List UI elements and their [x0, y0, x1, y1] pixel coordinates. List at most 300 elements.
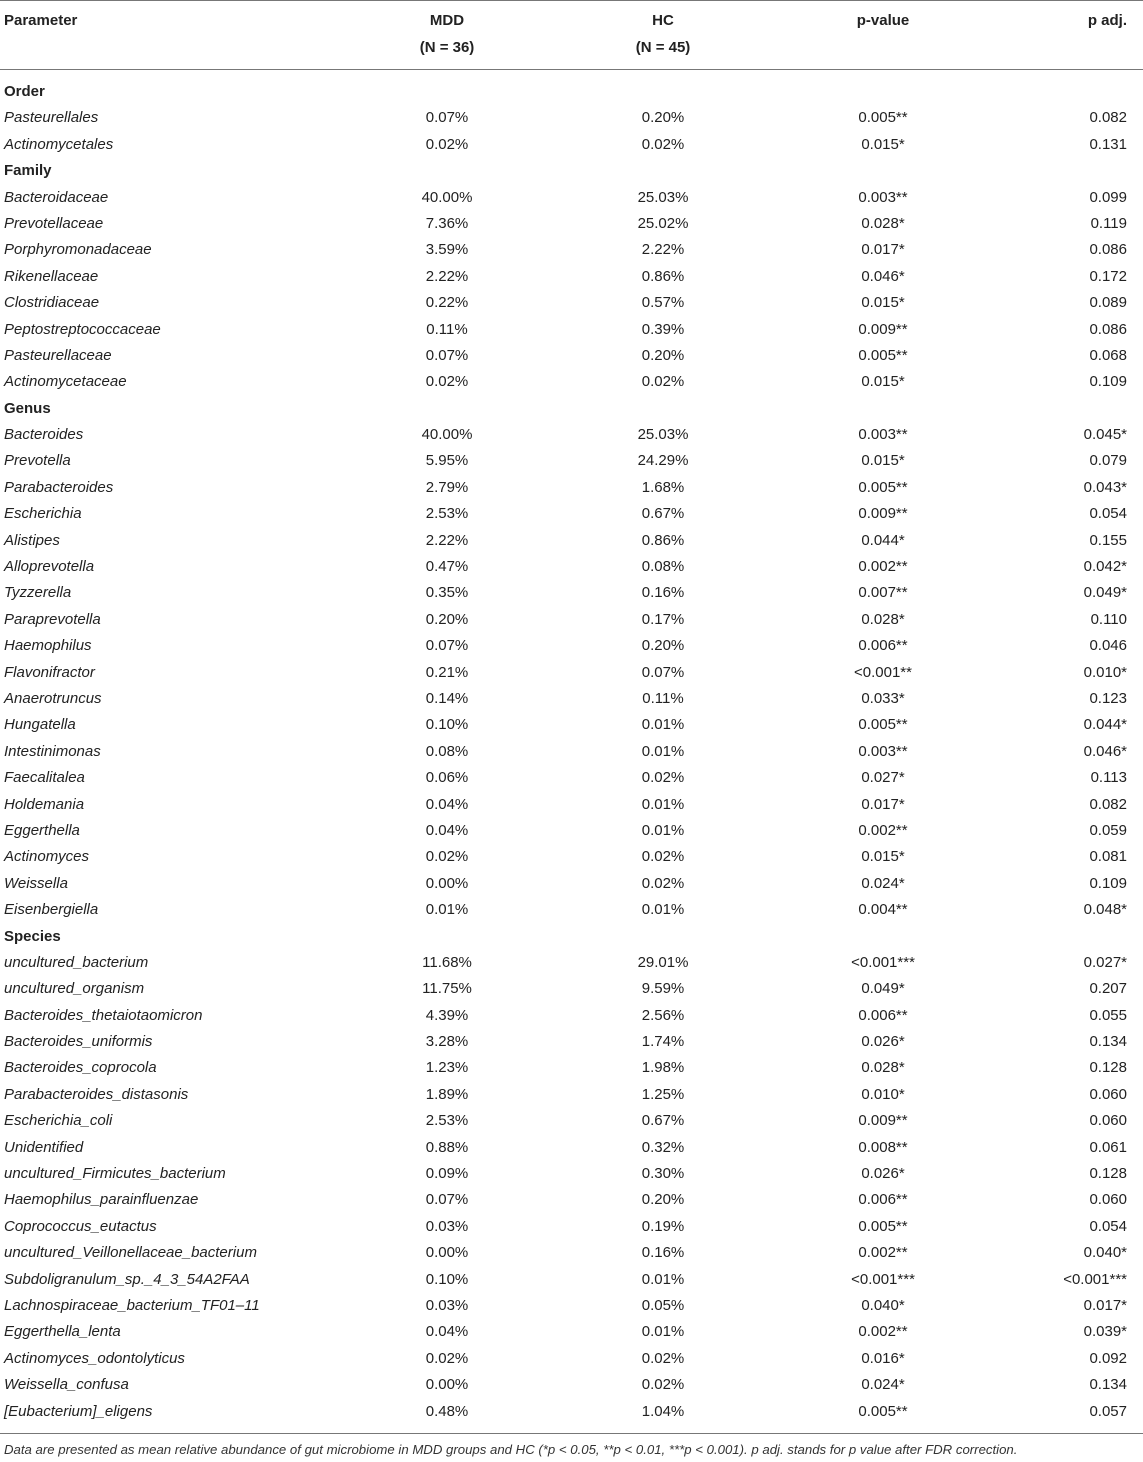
row-parameter: Bacteroides [4, 426, 84, 444]
row-p-adj: 0.134 [1089, 1376, 1127, 1394]
row-p-adj: 0.044* [1083, 716, 1127, 734]
header-hc-n: (N = 45) [635, 39, 691, 56]
row-p-adj: 0.027* [1083, 953, 1127, 971]
row-p-value: 0.002** [858, 821, 908, 839]
row-p-adj: 0.055 [1089, 1006, 1127, 1024]
row-mdd: 0.07% [425, 346, 469, 364]
row-p-adj: <0.001*** [1063, 1270, 1127, 1288]
row-p-value: 0.006** [858, 1191, 908, 1209]
row-parameter: Tyzzerella [4, 584, 72, 602]
row-p-value: 0.003** [858, 188, 908, 206]
row-mdd: 0.10% [425, 716, 469, 734]
row-mdd: 2.22% [425, 531, 469, 549]
table-row [0, 660, 1143, 686]
table-row [0, 475, 1143, 501]
row-parameter: Escherichia_coli [4, 1112, 113, 1130]
row-mdd: 0.88% [425, 1138, 469, 1156]
row-parameter: Flavonifractor [4, 663, 95, 681]
table-row [0, 686, 1143, 712]
row-p-value: 0.003** [858, 742, 908, 760]
row-mdd: 0.06% [425, 769, 469, 787]
table-body [0, 70, 1143, 1434]
table-row [0, 264, 1143, 290]
row-mdd: 3.59% [425, 241, 469, 259]
row-p-adj: 0.081 [1089, 848, 1127, 866]
row-p-adj: 0.109 [1089, 874, 1127, 892]
row-mdd: 0.00% [425, 874, 469, 892]
table-header [0, 0, 1143, 70]
row-hc: 0.01% [641, 1270, 685, 1288]
table-row [0, 1319, 1143, 1345]
row-p-value: 0.017* [861, 241, 905, 259]
row-parameter: [Eubacterium]_eligens [4, 1402, 153, 1420]
row-hc: 0.01% [641, 1323, 685, 1341]
row-p-adj: 0.061 [1089, 1138, 1127, 1156]
row-p-value: 0.005** [858, 346, 908, 364]
row-parameter: Hungatella [4, 716, 76, 734]
row-p-value: 0.016* [861, 1349, 905, 1367]
row-p-adj: 0.054 [1089, 1217, 1127, 1235]
row-p-value: 0.009** [858, 505, 908, 523]
row-p-value: 0.003** [858, 426, 908, 444]
table-row [0, 607, 1143, 633]
table-row [0, 1161, 1143, 1187]
row-p-value: 0.005** [858, 1217, 908, 1235]
table-row [0, 633, 1143, 659]
row-p-adj: 0.086 [1089, 241, 1127, 259]
row-p-value: 0.028* [861, 610, 905, 628]
table-row [0, 237, 1143, 263]
row-p-value: 0.009** [858, 320, 908, 338]
row-parameter: Lachnospiraceae_bacterium_TF01–11 [4, 1296, 260, 1314]
table-row [0, 976, 1143, 1002]
row-mdd: 0.00% [425, 1376, 469, 1394]
row-hc: 1.74% [641, 1033, 685, 1051]
row-hc: 24.29% [637, 452, 689, 470]
row-hc: 25.03% [637, 188, 689, 206]
table-row [0, 501, 1143, 527]
row-hc: 0.20% [641, 637, 685, 655]
row-p-adj: 0.046 [1089, 637, 1127, 655]
row-mdd: 0.22% [425, 294, 469, 312]
row-hc: 0.02% [641, 848, 685, 866]
table-row [0, 765, 1143, 791]
row-mdd: 11.68% [422, 953, 472, 971]
row-mdd: 0.03% [425, 1217, 469, 1235]
row-hc: 29.01% [637, 953, 689, 971]
row-p-adj: 0.060 [1089, 1085, 1127, 1103]
row-p-adj: 0.045* [1083, 426, 1127, 444]
row-hc: 0.05% [641, 1296, 685, 1314]
table-row [0, 185, 1143, 211]
row-hc: 0.20% [641, 346, 685, 364]
row-mdd: 1.23% [425, 1059, 469, 1077]
row-p-adj: 0.207 [1089, 980, 1127, 998]
row-hc: 0.02% [641, 769, 685, 787]
row-p-value: 0.015* [861, 452, 905, 470]
row-p-value: 0.028* [861, 214, 905, 232]
row-hc: 25.03% [637, 426, 689, 444]
row-p-adj: 0.092 [1089, 1349, 1127, 1367]
row-p-adj: 0.123 [1089, 689, 1127, 707]
row-parameter: Alistipes [4, 531, 60, 549]
row-p-value: 0.017* [861, 795, 905, 813]
row-p-value: <0.001*** [851, 1270, 915, 1288]
table-row [0, 132, 1143, 158]
row-hc: 0.86% [641, 531, 685, 549]
row-hc: 0.01% [641, 716, 685, 734]
row-mdd: 0.07% [425, 109, 469, 127]
row-mdd: 2.79% [425, 478, 469, 496]
row-mdd: 0.02% [425, 373, 469, 391]
row-p-value: <0.001*** [851, 953, 915, 971]
row-hc: 0.17% [641, 610, 685, 628]
section-heading [0, 396, 1143, 422]
row-parameter: Anaerotruncus [4, 689, 102, 707]
row-p-adj: 0.082 [1089, 795, 1127, 813]
row-mdd: 0.09% [425, 1165, 469, 1183]
row-p-value: <0.001** [854, 663, 912, 681]
row-hc: 0.16% [641, 584, 685, 602]
row-hc: 0.02% [641, 1376, 685, 1394]
table-row [0, 1372, 1143, 1398]
row-p-value: 0.026* [861, 1165, 905, 1183]
section-title: Family [4, 162, 52, 180]
row-p-adj: 0.128 [1089, 1059, 1127, 1077]
table-row [0, 739, 1143, 765]
table-row [0, 1399, 1143, 1425]
row-p-value: 0.015* [861, 848, 905, 866]
row-mdd: 0.20% [425, 610, 469, 628]
row-hc: 0.11% [642, 689, 684, 707]
row-hc: 0.02% [641, 373, 685, 391]
row-parameter: Actinomyces_odontolyticus [4, 1349, 185, 1367]
row-mdd: 2.53% [425, 505, 469, 523]
row-hc: 0.01% [641, 901, 685, 919]
row-hc: 0.16% [641, 1244, 685, 1262]
row-parameter: uncultured_organism [4, 980, 145, 998]
row-p-value: 0.008** [858, 1138, 908, 1156]
table-row [0, 343, 1143, 369]
row-hc: 0.01% [641, 821, 685, 839]
section-heading [0, 79, 1143, 105]
table-row [0, 528, 1143, 554]
row-p-adj: 0.040* [1083, 1244, 1127, 1262]
row-mdd: 0.03% [425, 1296, 469, 1314]
row-hc: 0.01% [641, 742, 685, 760]
row-p-adj: 0.109 [1089, 373, 1127, 391]
row-hc: 0.39% [641, 320, 685, 338]
row-parameter: Actinomyces [4, 848, 90, 866]
row-p-value: 0.007** [858, 584, 908, 602]
row-parameter: Intestinimonas [4, 742, 101, 760]
row-parameter: Eggerthella [4, 821, 80, 839]
row-hc: 1.25% [641, 1085, 685, 1103]
row-mdd: 5.95% [425, 452, 469, 470]
row-hc: 9.59% [641, 980, 685, 998]
row-p-adj: 0.039* [1083, 1323, 1127, 1341]
row-hc: 0.19% [641, 1217, 685, 1235]
row-hc: 0.57% [641, 294, 685, 312]
row-parameter: Pasteurellaceae [4, 346, 112, 364]
row-hc: 0.20% [641, 109, 685, 127]
row-hc: 0.08% [641, 558, 685, 576]
row-mdd: 0.14% [425, 689, 469, 707]
row-p-adj: 0.046* [1083, 742, 1127, 760]
table-row [0, 580, 1143, 606]
row-p-adj: 0.010* [1083, 663, 1127, 681]
row-p-value: 0.005** [858, 478, 908, 496]
row-mdd: 0.47% [425, 558, 469, 576]
row-parameter: Peptostreptococcaceae [4, 320, 161, 338]
row-parameter: Pasteurellales [4, 109, 99, 127]
row-mdd: 0.02% [425, 1349, 469, 1367]
row-p-value: 0.046* [861, 267, 905, 285]
row-hc: 0.30% [641, 1165, 685, 1183]
row-p-value: 0.015* [861, 294, 905, 312]
section-heading [0, 924, 1143, 950]
row-p-adj: 0.128 [1089, 1165, 1127, 1183]
row-p-adj: 0.099 [1089, 188, 1127, 206]
row-p-adj: 0.082 [1089, 109, 1127, 127]
row-parameter: Actinomycetales [4, 135, 114, 153]
row-p-adj: 0.043* [1083, 478, 1127, 496]
row-hc: 2.56% [641, 1006, 685, 1024]
row-parameter: Haemophilus_parainfluenzae [4, 1191, 199, 1209]
row-hc: 1.68% [641, 478, 685, 496]
row-p-value: 0.049* [861, 980, 905, 998]
row-mdd: 40.00% [421, 188, 473, 206]
table-row [0, 1346, 1143, 1372]
table-row [0, 1003, 1143, 1029]
row-mdd: 0.04% [425, 795, 469, 813]
table-row [0, 712, 1143, 738]
row-p-adj: 0.119 [1090, 214, 1127, 232]
row-p-adj: 0.155 [1089, 531, 1127, 549]
row-p-value: 0.024* [861, 1376, 905, 1394]
row-parameter: Escherichia [4, 505, 82, 523]
row-p-value: 0.010* [861, 1085, 905, 1103]
row-hc: 0.32% [641, 1138, 685, 1156]
row-p-adj: 0.068 [1089, 346, 1127, 364]
table-row [0, 1082, 1143, 1108]
table-row [0, 317, 1143, 343]
row-parameter: Haemophilus [4, 637, 92, 655]
row-mdd: 4.39% [425, 1006, 469, 1024]
row-p-value: 0.028* [861, 1059, 905, 1077]
row-p-value: 0.002** [858, 1323, 908, 1341]
row-hc: 0.67% [641, 505, 685, 523]
row-p-adj: 0.049* [1083, 584, 1127, 602]
table-row [0, 1267, 1143, 1293]
table-row [0, 844, 1143, 870]
section-title: Genus [4, 399, 51, 417]
table-row [0, 1135, 1143, 1161]
row-p-adj: 0.131 [1089, 135, 1127, 153]
row-parameter: Bacteroidaceae [4, 188, 109, 206]
row-parameter: Rikenellaceae [4, 267, 99, 285]
row-parameter: Weissella [4, 874, 68, 892]
row-parameter: Bacteroides_uniformis [4, 1033, 153, 1051]
row-parameter: Bacteroides_coprocola [4, 1059, 157, 1077]
section-title: Order [4, 83, 45, 100]
row-mdd: 0.07% [425, 1191, 469, 1209]
row-p-value: 0.002** [858, 558, 908, 576]
row-hc: 0.02% [641, 874, 685, 892]
table-row [0, 1029, 1143, 1055]
row-parameter: uncultured_Veillonellaceae_bacterium [4, 1244, 257, 1262]
row-mdd: 0.02% [425, 135, 469, 153]
row-mdd: 0.00% [425, 1244, 469, 1262]
row-p-adj: 0.060 [1089, 1191, 1127, 1209]
row-p-adj: 0.057 [1089, 1402, 1127, 1420]
row-parameter: Coprococcus_eutactus [4, 1217, 157, 1235]
table-row [0, 422, 1143, 448]
table-row [0, 897, 1143, 923]
row-p-value: 0.033* [861, 689, 905, 707]
row-p-value: 0.026* [861, 1033, 905, 1051]
row-mdd: 0.21% [425, 663, 469, 681]
header-hc: HC [652, 12, 674, 29]
row-p-value: 0.009** [858, 1112, 908, 1130]
row-parameter: Prevotella [4, 452, 71, 470]
section-heading [0, 158, 1143, 184]
row-parameter: uncultured_bacterium [4, 953, 149, 971]
row-mdd: 0.11% [426, 320, 468, 338]
row-p-adj: 0.059 [1089, 821, 1127, 839]
row-mdd: 0.02% [425, 848, 469, 866]
row-mdd: 0.04% [425, 1323, 469, 1341]
row-p-adj: 0.086 [1089, 320, 1127, 338]
header-p-value: p-value [856, 12, 910, 29]
row-parameter: Weissella_confusa [4, 1376, 129, 1394]
row-mdd: 7.36% [425, 214, 469, 232]
row-hc: 0.67% [641, 1112, 685, 1130]
row-p-adj: 0.079 [1089, 452, 1127, 470]
row-parameter: Clostridiaceae [4, 294, 100, 312]
row-hc: 0.01% [641, 795, 685, 813]
row-parameter: Faecalitalea [4, 769, 85, 787]
table-row [0, 1055, 1143, 1081]
section-title: Species [4, 927, 61, 945]
row-mdd: 2.22% [425, 267, 469, 285]
row-parameter: Subdoligranulum_sp._4_3_54A2FAA [4, 1270, 250, 1288]
row-mdd: 0.08% [425, 742, 469, 760]
row-hc: 0.07% [641, 663, 685, 681]
table-row [0, 369, 1143, 395]
row-p-value: 0.024* [861, 874, 905, 892]
row-mdd: 0.48% [425, 1402, 469, 1420]
row-hc: 1.04% [641, 1402, 685, 1420]
row-p-adj: 0.054 [1089, 505, 1127, 523]
table-row [0, 211, 1143, 237]
header-parameter: Parameter [4, 12, 78, 29]
header-mdd: MDD [429, 12, 465, 29]
row-mdd: 11.75% [422, 980, 472, 998]
row-p-value: 0.005** [858, 1402, 908, 1420]
row-parameter: Unidentified [4, 1138, 84, 1156]
row-parameter: Alloprevotella [4, 558, 95, 576]
row-hc: 0.02% [641, 1349, 685, 1367]
table-row [0, 818, 1143, 844]
row-p-value: 0.002** [858, 1244, 908, 1262]
row-mdd: 0.04% [425, 821, 469, 839]
row-p-adj: 0.048* [1083, 901, 1127, 919]
table-footnote: Data are presented as mean relative abundance of gut microbiome in MDD groups and HC (*p < 0.05, **p < 0.01, ***p < 0.001). p adj. stands for p value after FDR correction. [4, 1441, 1018, 1457]
table-row [0, 1214, 1143, 1240]
table-row [0, 448, 1143, 474]
row-parameter: Parabacteroides_distasonis [4, 1085, 189, 1103]
row-p-adj: 0.017* [1083, 1296, 1127, 1314]
row-parameter: Bacteroides_thetaiotaomicron [4, 1006, 203, 1024]
row-parameter: uncultured_Firmicutes_bacterium [4, 1165, 226, 1183]
table-row [0, 950, 1143, 976]
row-parameter: Porphyromonadaceae [4, 241, 152, 259]
row-mdd: 0.07% [425, 637, 469, 655]
row-hc: 25.02% [637, 214, 689, 232]
row-p-adj: 0.172 [1089, 267, 1127, 285]
row-mdd: 0.35% [425, 584, 469, 602]
row-parameter: Paraprevotella [4, 610, 101, 628]
table-row [0, 1240, 1143, 1266]
table-row [0, 554, 1143, 580]
row-p-value: 0.004** [858, 901, 908, 919]
row-parameter: Parabacteroides [4, 478, 114, 496]
row-parameter: Actinomycetaceae [4, 373, 127, 391]
row-parameter: Holdemania [4, 795, 85, 813]
row-parameter: Eggerthella_lenta [4, 1323, 121, 1341]
table-row [0, 1187, 1143, 1213]
row-p-value: 0.015* [861, 135, 905, 153]
row-p-value: 0.005** [858, 109, 908, 127]
row-p-adj: 0.060 [1089, 1112, 1127, 1130]
row-hc: 1.98% [641, 1059, 685, 1077]
header-mdd-n: (N = 36) [419, 39, 475, 56]
row-p-value: 0.040* [861, 1296, 905, 1314]
table-row [0, 871, 1143, 897]
table-row [0, 1108, 1143, 1134]
row-p-adj: 0.113 [1090, 769, 1127, 787]
row-parameter: Prevotellaceae [4, 214, 104, 232]
row-mdd: 0.01% [425, 901, 469, 919]
table-row [0, 792, 1143, 818]
row-hc: 2.22% [641, 241, 685, 259]
row-p-value: 0.005** [858, 716, 908, 734]
row-mdd: 0.10% [425, 1270, 469, 1288]
row-mdd: 3.28% [425, 1033, 469, 1051]
row-p-adj: 0.134 [1089, 1033, 1127, 1051]
table-row [0, 1293, 1143, 1319]
header-p-adj: p adj. [1087, 12, 1127, 29]
row-p-value: 0.006** [858, 637, 908, 655]
row-p-adj: 0.110 [1090, 610, 1127, 628]
row-p-value: 0.044* [861, 531, 905, 549]
row-p-value: 0.015* [861, 373, 905, 391]
row-hc: 0.20% [641, 1191, 685, 1209]
row-p-adj: 0.089 [1089, 294, 1127, 312]
row-hc: 0.86% [641, 267, 685, 285]
row-hc: 0.02% [641, 135, 685, 153]
row-parameter: Eisenbergiella [4, 901, 99, 919]
row-p-value: 0.027* [861, 769, 905, 787]
table-row [0, 290, 1143, 316]
row-mdd: 40.00% [421, 426, 473, 444]
row-p-adj: 0.042* [1083, 558, 1127, 576]
row-mdd: 2.53% [425, 1112, 469, 1130]
row-p-value: 0.006** [858, 1006, 908, 1024]
row-mdd: 1.89% [425, 1085, 469, 1103]
table-row [0, 105, 1143, 131]
